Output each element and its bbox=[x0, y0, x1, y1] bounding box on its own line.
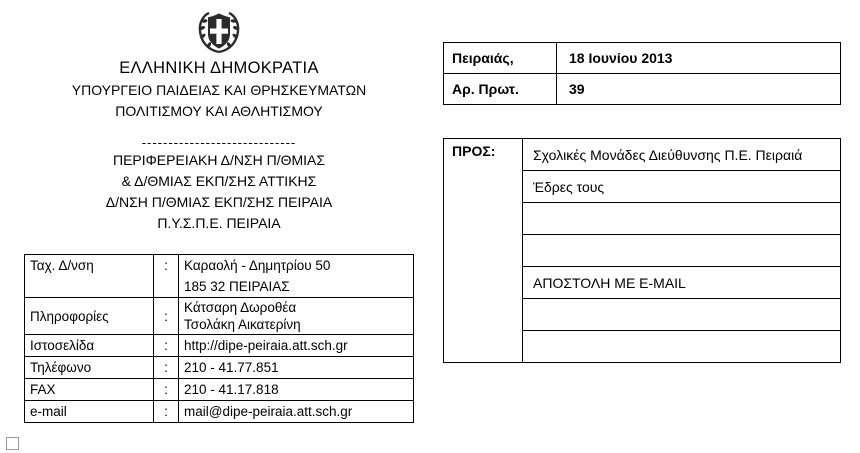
contact-colon: : bbox=[154, 379, 179, 401]
letterhead-region-line-3: Δ/ΝΣΗ Π/ΘΜΙΑΣ ΕΚΠ/ΣΗΣ ΠΕΙΡΑΙΑ bbox=[105, 194, 333, 210]
contact-colon: : bbox=[154, 357, 179, 379]
contact-label-email: e-mail bbox=[25, 401, 154, 423]
contact-colon: : bbox=[154, 298, 179, 335]
contact-label-info: Πληροφορίες bbox=[25, 298, 154, 335]
recipient-line-1: Σχολικές Μονάδες Διεύθυνσης Π.Ε. Πειραιά bbox=[523, 139, 841, 171]
recipient-line-5: ΑΠΟΣΤΟΛΗ ΜΕ E-MAIL bbox=[523, 267, 841, 299]
contact-value-phone: 210 - 41.77.851 bbox=[179, 357, 414, 379]
date-value: 18 Ιουνίου 2013 bbox=[557, 43, 841, 74]
recipient-line-2: Έδρες τους bbox=[523, 171, 841, 203]
page-corner-marker bbox=[6, 437, 19, 450]
recipient-line-4 bbox=[523, 235, 841, 267]
letterhead-ministry-line-1: ΥΠΟΥΡΓΕΙΟ ΠΑΙΔΕΙΑΣ ΚΑΙ ΘΡΗΣΚΕΥΜΑΤΩΝ bbox=[71, 82, 367, 98]
contact-value-email[interactable]: mail@dipe-peiraia.att.sch.gr bbox=[179, 401, 414, 423]
table-row bbox=[25, 255, 414, 277]
table-row bbox=[444, 74, 841, 105]
recipient-line-7 bbox=[523, 331, 841, 363]
contact-label-address: Ταχ. Δ/νση bbox=[25, 255, 154, 277]
letterhead-region-line-4: Π.Υ.Σ.Π.Ε. ΠΕΙΡΑΙΑ bbox=[157, 215, 281, 231]
letterhead-region-line-2: & Δ/ΘΜΙΑΣ ΕΚΠ/ΣΗΣ ΑΤΤΙΚΗΣ bbox=[121, 173, 317, 189]
protocol-label: Αρ. Πρωτ. bbox=[444, 74, 557, 105]
contact-label-address-cont bbox=[25, 276, 154, 298]
letterhead-region-line-1: ΠΕΡΙΦΕΡΕΙΑΚΗ Δ/ΝΣΗ Π/ΘΜΙΑΣ bbox=[112, 152, 326, 168]
contact-label-website: Ιστοσελίδα bbox=[25, 335, 154, 357]
contact-colon-blank bbox=[154, 276, 179, 298]
contact-details-table bbox=[24, 254, 414, 423]
contact-value-website[interactable]: http://dipe-peiraia.att.sch.gr bbox=[179, 335, 414, 357]
table-row bbox=[444, 43, 841, 74]
protocol-value: 39 bbox=[557, 74, 841, 105]
date-protocol-table bbox=[443, 42, 841, 105]
contact-colon: : bbox=[154, 255, 179, 277]
letterhead-spacer bbox=[24, 122, 414, 136]
recipient-table bbox=[443, 138, 841, 363]
contact-value-info-line-1: Κάτσαρη Δωροθέα bbox=[184, 300, 297, 315]
table-row bbox=[25, 276, 414, 298]
place-label: Πειραιάς, bbox=[444, 43, 557, 74]
contact-value-info bbox=[179, 298, 414, 335]
recipient-to-label: ΠΡΟΣ: bbox=[444, 139, 523, 363]
contact-colon: : bbox=[154, 401, 179, 423]
table-row bbox=[25, 298, 414, 335]
contact-value-address-street: Καραολή - Δημητρίου 50 bbox=[179, 255, 414, 277]
table-row bbox=[25, 401, 414, 423]
contact-label-fax: FAX bbox=[25, 379, 154, 401]
letterhead-separator: ----------------------------- bbox=[141, 135, 297, 150]
contact-value-info-line-2: Τσολάκη Αικατερίνη bbox=[184, 317, 301, 332]
contact-label-phone: Τηλέφωνο bbox=[25, 357, 154, 379]
contact-colon: : bbox=[154, 335, 179, 357]
table-row bbox=[25, 357, 414, 379]
letterhead-title: ΕΛΛΗΝΙΚΗ ΔΗΜΟΚΡΑΤΙΑ bbox=[119, 59, 319, 77]
greek-republic-emblem-icon bbox=[196, 10, 242, 54]
table-row bbox=[25, 335, 414, 357]
table-row bbox=[25, 379, 414, 401]
contact-value-address-city: 185 32 ΠΕΙΡΑΙΑΣ bbox=[179, 276, 414, 298]
recipient-line-6 bbox=[523, 299, 841, 331]
letterhead-ministry-line-2: ΠΟΛΙΤΙΣΜΟΥ ΚΑΙ ΑΘΛΗΤΙΣΜΟΥ bbox=[115, 103, 323, 119]
table-row bbox=[444, 139, 841, 171]
letterhead-block bbox=[24, 8, 414, 234]
recipient-line-3 bbox=[523, 203, 841, 235]
contact-value-fax: 210 - 41.17.818 bbox=[179, 379, 414, 401]
emblem-container bbox=[24, 8, 414, 56]
